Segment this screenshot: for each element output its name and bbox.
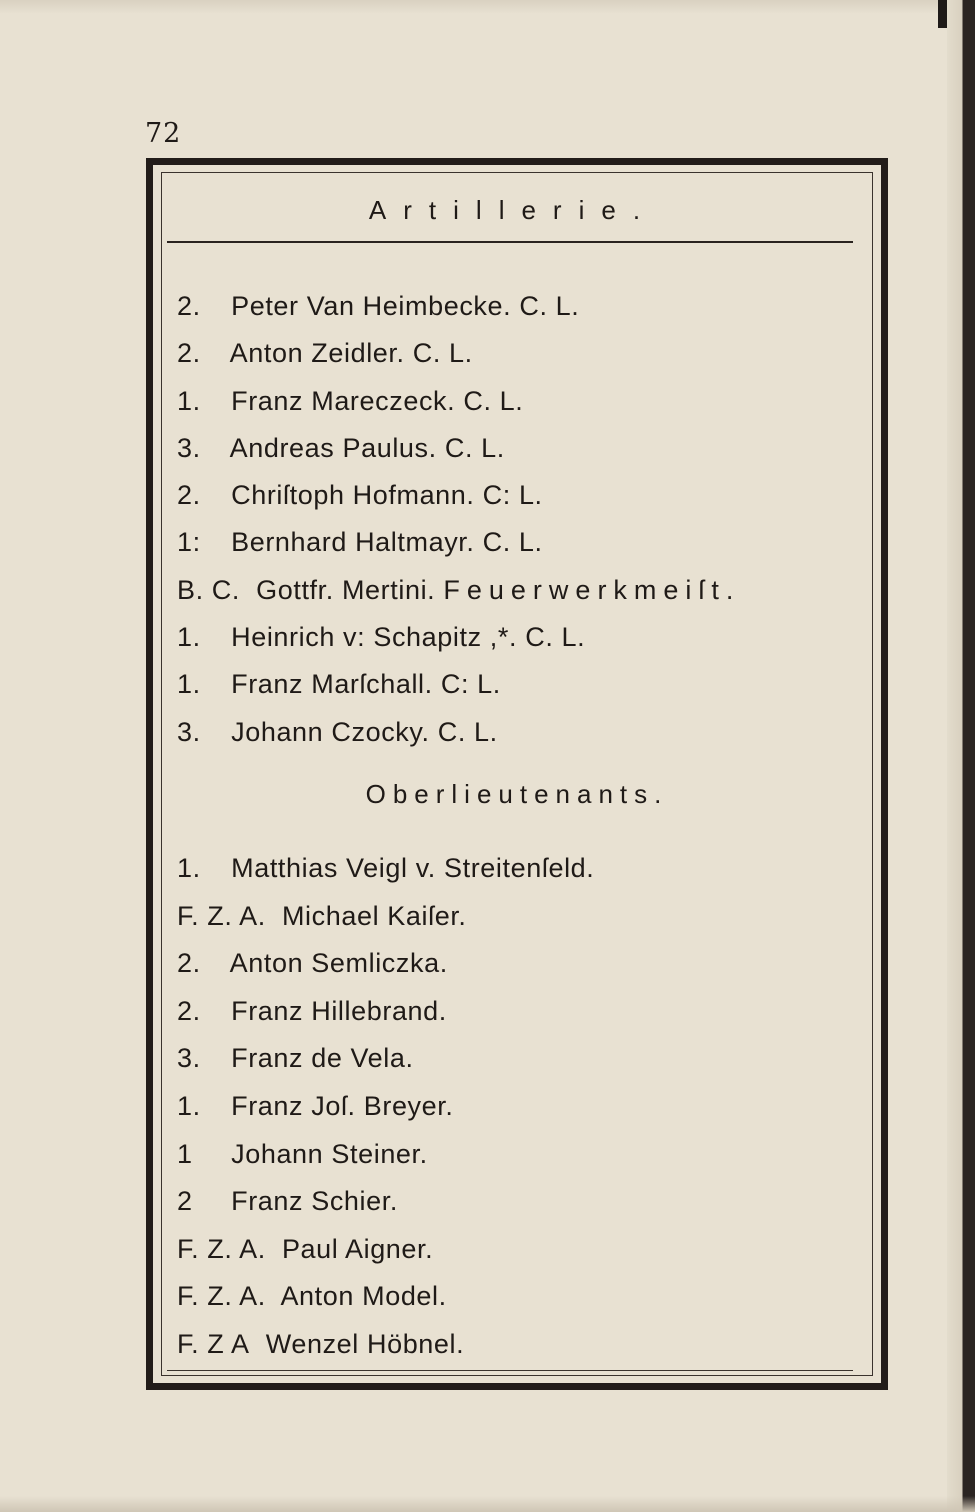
entry-name: Anton Semliczka. bbox=[229, 948, 448, 979]
entry-rank: 3. bbox=[177, 432, 201, 463]
list-item bbox=[177, 378, 887, 425]
list-item bbox=[177, 425, 887, 472]
entry-title: C: L. bbox=[440, 669, 501, 700]
entry-title: C. L. bbox=[463, 385, 524, 416]
entry-name: Anton Model. bbox=[280, 1281, 447, 1312]
entry-rank: B. C. bbox=[177, 574, 241, 605]
entry-rank: 2. bbox=[177, 338, 201, 369]
entry-rank: F. Z A bbox=[177, 1328, 250, 1359]
list-item bbox=[177, 567, 887, 614]
entry-rank: 1. bbox=[177, 669, 201, 700]
entry-name: Anton Zeidler. bbox=[229, 338, 405, 369]
entry-rank: 1. bbox=[177, 1090, 201, 1121]
entry-title: C. L. bbox=[412, 338, 473, 369]
list-item bbox=[177, 940, 887, 988]
list-item bbox=[177, 330, 887, 377]
entry-rank: 2. bbox=[177, 291, 201, 321]
entry-name: Franz Schier. bbox=[231, 1186, 398, 1217]
entry-rank: 1. bbox=[177, 385, 201, 416]
entry-name: Paul Aigner. bbox=[281, 1233, 434, 1264]
list-item bbox=[177, 1131, 887, 1179]
entry-name: Wenzel Höbnel. bbox=[265, 1328, 465, 1359]
list-item bbox=[177, 893, 887, 941]
entry-name: Franz Hillebrand. bbox=[231, 995, 447, 1026]
page-bottom-edge bbox=[0, 1496, 975, 1512]
entry-rank: 3. bbox=[177, 1043, 201, 1074]
list-item bbox=[177, 519, 887, 566]
list-item bbox=[177, 1035, 887, 1083]
entry-title: C. L. bbox=[437, 716, 498, 747]
entry-rank: F. Z. A. bbox=[177, 1281, 266, 1312]
entry-rank: 2 bbox=[177, 1186, 193, 1217]
list-item bbox=[177, 1273, 887, 1321]
entry-name: Franz Mareczeck. bbox=[231, 385, 456, 416]
page-header bbox=[159, 179, 867, 239]
list-item bbox=[177, 614, 887, 661]
page-top-edge bbox=[0, 0, 975, 14]
entry-name: Gottfr. Mertini. bbox=[256, 574, 436, 605]
list-item bbox=[177, 709, 887, 756]
book-binding-edge bbox=[947, 0, 975, 1512]
entry-rank: 3. bbox=[177, 716, 201, 747]
list-item bbox=[177, 1321, 887, 1369]
entry-title: C: L. bbox=[482, 480, 543, 511]
page-heading: Artillerie. bbox=[368, 195, 658, 225]
page-number: 72 bbox=[145, 118, 182, 149]
entry-rank: F. Z. A. bbox=[177, 1233, 266, 1264]
list-item bbox=[177, 988, 887, 1036]
entry-name: Franz de Vela. bbox=[231, 1043, 414, 1074]
entry-name: Andreas Paulus. bbox=[229, 432, 437, 463]
bottom-border-rule bbox=[167, 1370, 853, 1372]
entry-title: C. L. bbox=[444, 432, 505, 463]
entry-rank: F. Z. A. bbox=[177, 900, 266, 931]
section-heading: Oberlieutenants. bbox=[365, 779, 669, 809]
entry-name: Matthias Veigl v. Streitenſeld. bbox=[231, 853, 595, 883]
entry-rank: 2. bbox=[177, 995, 201, 1026]
entry-name: Peter Van Heimbecke. bbox=[231, 291, 512, 321]
entry-name: Franz Joſ. Breyer. bbox=[231, 1090, 454, 1121]
entry-rank: 1 bbox=[177, 1138, 193, 1169]
header-divider bbox=[167, 241, 853, 243]
entry-title: C. L. bbox=[519, 291, 580, 321]
entry-name: Chriſtoph Hofmann. bbox=[231, 480, 475, 511]
list-item bbox=[177, 1226, 887, 1274]
binding-mark bbox=[938, 0, 947, 28]
list-item bbox=[177, 472, 887, 519]
entry-rank: 2. bbox=[177, 948, 201, 979]
entry-title: C. L. bbox=[482, 527, 543, 558]
entry-rank: 1. bbox=[177, 622, 201, 653]
list-item bbox=[177, 283, 887, 330]
officer-list bbox=[177, 283, 887, 756]
entry-name: Michael Kaiſer. bbox=[281, 900, 467, 931]
entry-title: C. L. bbox=[525, 622, 586, 653]
oberlieutenant-list bbox=[177, 845, 887, 1369]
entry-name: Franz Marſchall. bbox=[231, 669, 433, 700]
entry-name: Johann Steiner. bbox=[231, 1138, 428, 1169]
entry-name: Heinrich v: Schapitz ,*. bbox=[231, 622, 518, 653]
entry-title: Feuerwerkmeiſt. bbox=[443, 574, 741, 605]
list-item bbox=[177, 1178, 887, 1226]
entry-rank: 2. bbox=[177, 480, 201, 511]
list-item bbox=[177, 1083, 887, 1131]
list-item bbox=[177, 845, 887, 893]
entry-name: Johann Czocky. bbox=[231, 716, 430, 747]
entry-rank: 1: bbox=[177, 527, 201, 558]
page-border-frame bbox=[146, 158, 888, 1390]
entry-rank: 1. bbox=[177, 853, 201, 883]
entry-name: Bernhard Haltmayr. bbox=[231, 527, 475, 558]
list-item bbox=[177, 661, 887, 708]
